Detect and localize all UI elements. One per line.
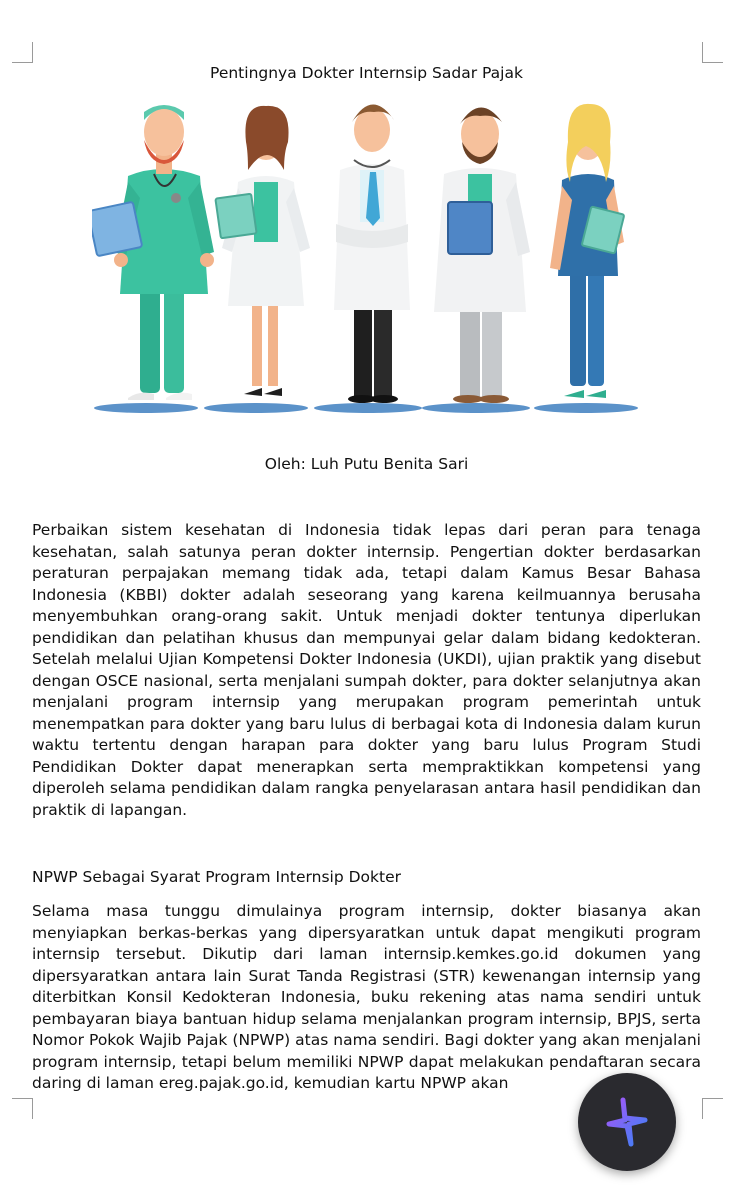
page-corner-bottom-right <box>702 1098 723 1119</box>
sparkle-icon <box>601 1096 653 1148</box>
author-byline: Oleh: Luh Putu Benita Sari <box>264 455 469 473</box>
floor-shadows <box>94 403 638 413</box>
page-corner-top-right <box>702 42 723 63</box>
ai-assistant-button[interactable] <box>578 1073 676 1171</box>
document-title: Pentingnya Dokter Internsip Sadar Pajak <box>210 64 523 82</box>
page-corner-bottom-left <box>12 1098 33 1119</box>
body-paragraph-1: Perbaikan sistem kesehatan di Indonesia tidak lepas dari peran para tenaga kesehatan, salah satunya peran dokter internsip. Pengertian dokter berdasarkan peraturan perpajakan memang tidak ada, tetapi dalam Kamus Besar Bahasa Indonesia (KBBI) dokter adalah seseorang yang karena keilmuannya berusaha menyembuhkan orang-orang sakit. Untuk menjadi dokter tentunya diperlukan pendidikan dan pelatihan khusus dan mempunyai gelar dalam bidang kedokteran. Setelah melalui Ujian Kompetensi Dokter Indonesia (UKDI), ujian praktik yang disebut dengan OSCE nasional, serta menjalani sumpah dokter, para dokter selanjutnya akan menjalani program internsip yang merupakan program pemerintah untuk menempatkan para dokter yang baru lulus di berbagai kota di Indonesia dalam kurun waktu tertentu dengan harapan para dokter yang baru lulus Program Studi Pendidikan Dokter dapat menerapkan serta mempraktikkan kompetensi yang diperoleh selama pendidikan dalam rangka penyelarasan antara hasil pendidikan dan praktik di lapangan. <box>32 521 701 819</box>
section-heading: NPWP Sebagai Syarat Program Internsip Dokter <box>32 868 401 886</box>
doctor-man-clipboard-figure <box>434 107 530 403</box>
body-paragraph-2: Selama masa tunggu dimulainya program internsip, dokter biasanya akan menyiapkan berkas-berkas yang dipersyaratkan untuk dapat mengikuti program internsip tersebut. Dikutip dari laman internsip.kemkes.go.id dokumen yang dipersyaratkan antara lain Surat Tanda Registrasi (STR) kewenangan internsip yang diterbitkan Konsil Kedokteran Indonesia, buku rekening atas nama sendiri untuk pembayaran biaya bantuan hidup selama menjalankan program internsip, BPJS, serta Nomor Pokok Wajib Pajak (NPWP) atas nama sendiri. Bagi dokter yang akan menjalani program internsip, tetapi belum memiliki NPWP dapat melakukan pendaftaran secara daring di laman ereg.pajak.go.id, kemudian kartu NPWP akan <box>32 902 701 1092</box>
doctor-woman-blue-scrubs-figure <box>550 104 624 398</box>
doctor-man-arms-crossed-figure <box>334 104 410 403</box>
doctor-surgeon-figure <box>92 105 214 400</box>
doctor-woman-white-coat-figure <box>215 106 310 396</box>
doctors-illustration <box>92 98 652 416</box>
page-corner-top-left <box>12 42 33 63</box>
